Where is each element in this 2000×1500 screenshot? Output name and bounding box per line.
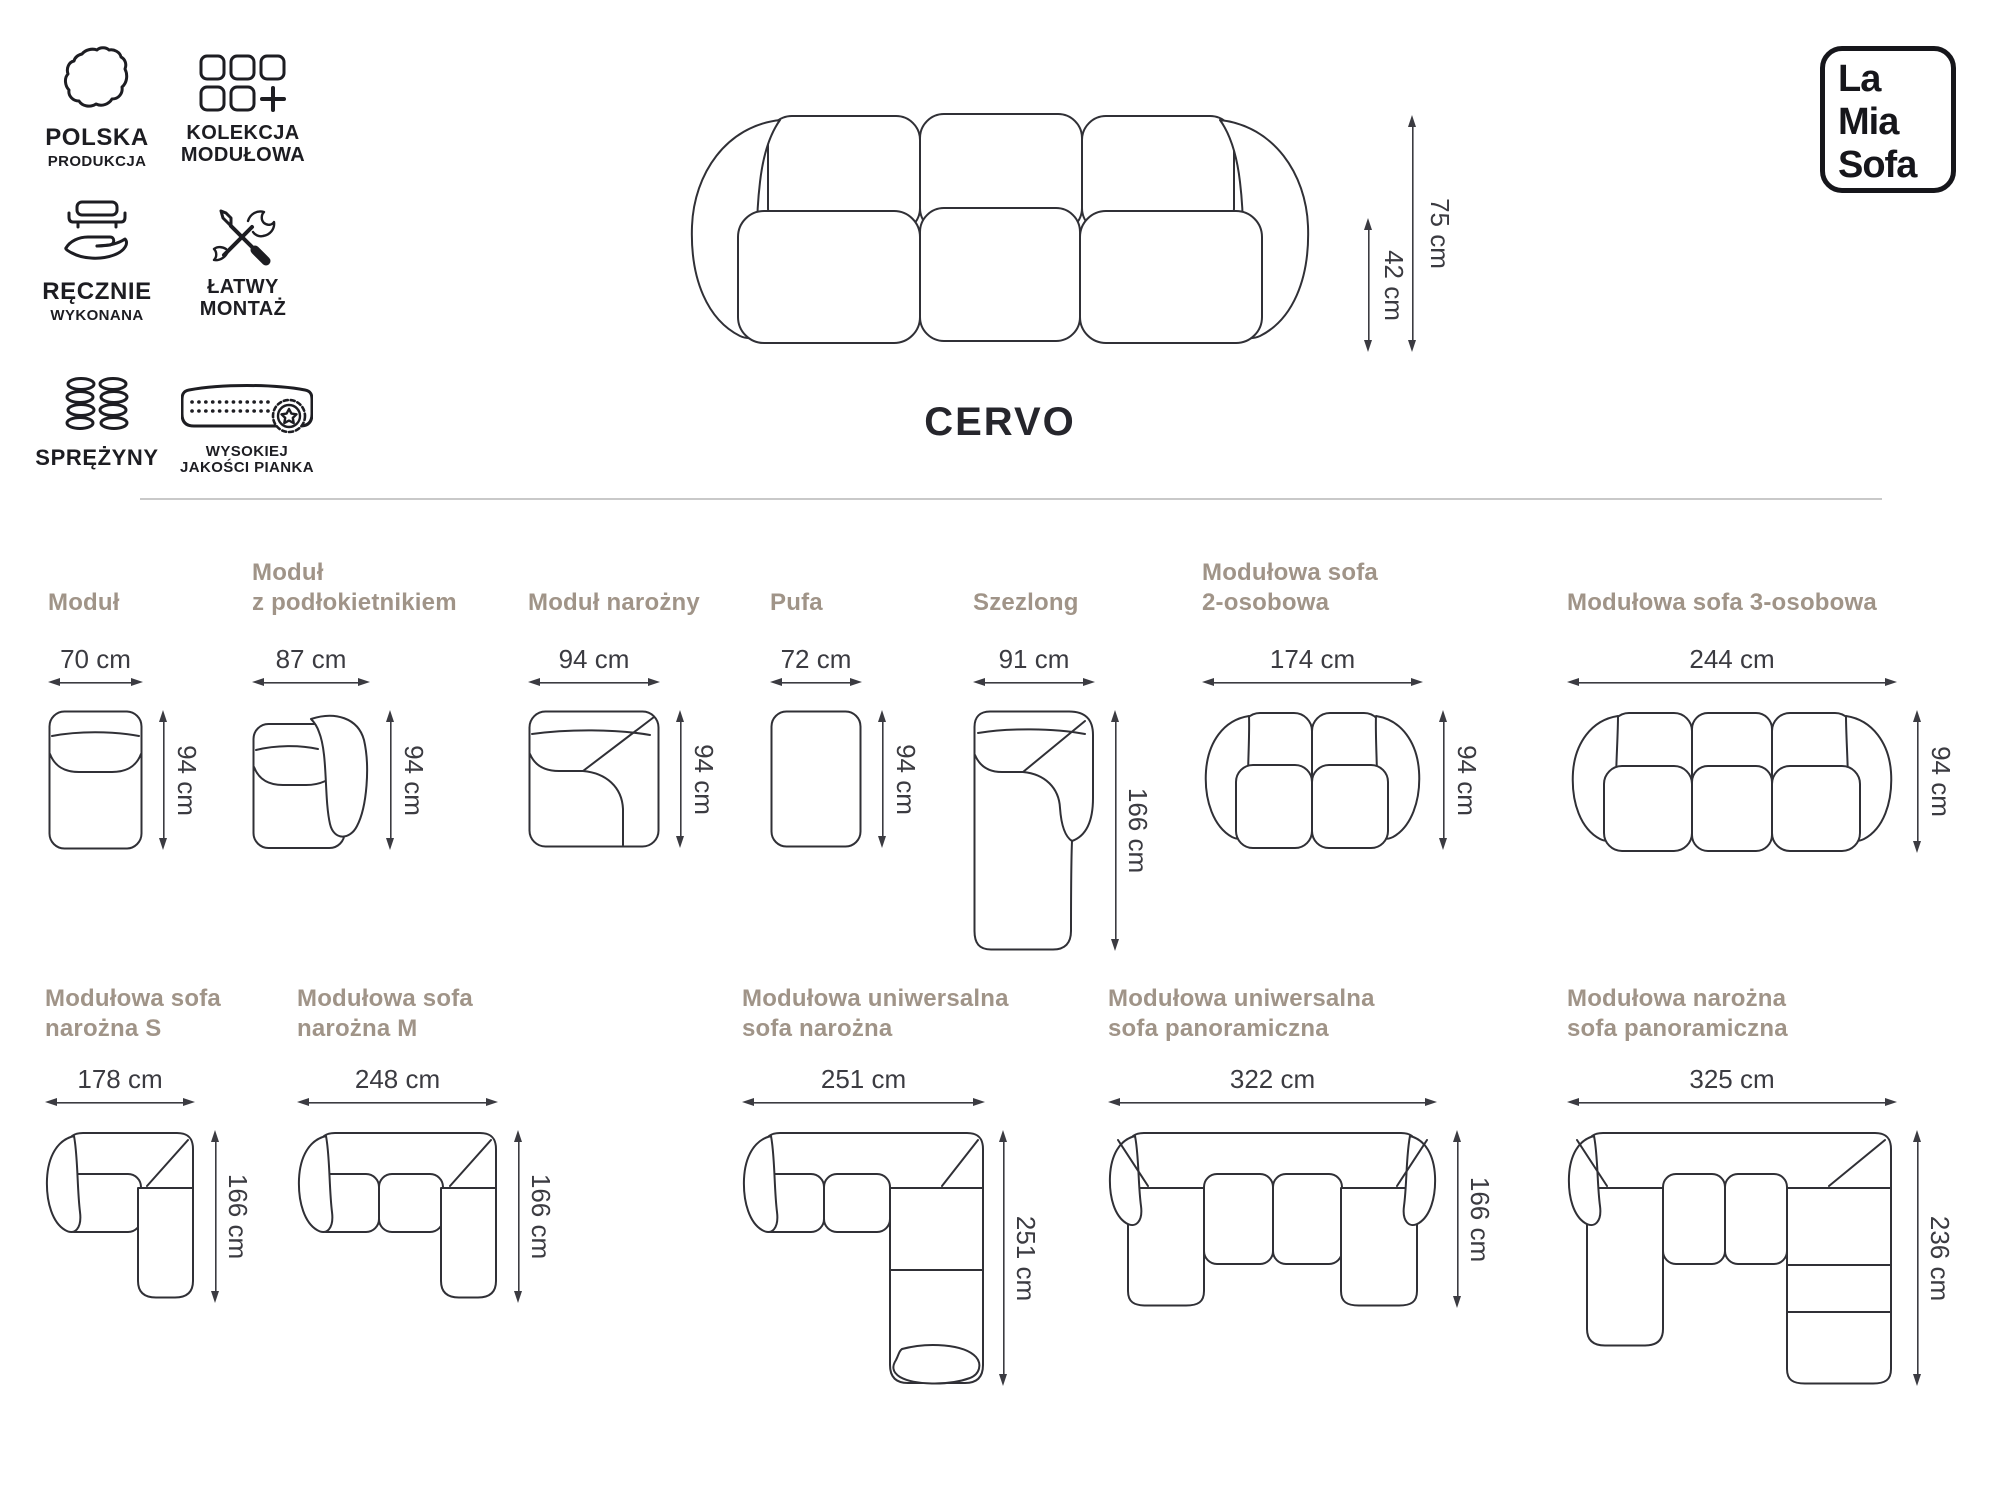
feature-label: POLSKA <box>45 124 149 151</box>
depth-arrow <box>386 710 395 850</box>
feature-label: RĘCZNIE <box>42 278 152 305</box>
width-dimension: 248 cm <box>354 1064 441 1094</box>
width-arrow <box>1108 1098 1437 1107</box>
feature-sublabel: MODUŁOWA <box>180 144 306 166</box>
width-arrow <box>742 1098 985 1107</box>
springs-icon <box>64 372 130 436</box>
depth-arrow <box>676 710 685 848</box>
feature-sublabel: JAKOŚCI PIANKA <box>180 459 314 476</box>
depth-arrow <box>159 710 168 850</box>
width-arrow <box>528 678 660 687</box>
module-top-view-drawing <box>1108 1130 1437 1308</box>
feature-sublabel: WYKONANA <box>50 307 144 324</box>
width-arrow <box>45 1098 195 1107</box>
module-title: Modułowa narożna sofa panoramiczna <box>1567 985 1788 1042</box>
module-top-view-drawing <box>297 1130 498 1303</box>
depth-dimension: 94 cm <box>1925 746 1956 817</box>
logo-line: Mia <box>1838 101 1899 143</box>
depth-arrow <box>1913 1130 1922 1386</box>
feature-label: WYSOKIEJ <box>205 443 289 460</box>
depth-arrow <box>1111 710 1120 951</box>
width-dimension: 251 cm <box>820 1064 907 1094</box>
module-title: Szezlong <box>973 589 1079 616</box>
feature-sprezyny <box>27 372 167 471</box>
total-height-arrow <box>1408 115 1417 352</box>
module-title: Pufa <box>770 589 823 616</box>
width-dimension: 94 cm <box>558 644 630 674</box>
module-top-view-drawing <box>973 710 1095 951</box>
depth-arrow <box>1439 710 1448 850</box>
sofa-front-view-drawing <box>680 112 1320 352</box>
depth-dimension: 94 cm <box>688 743 719 815</box>
module-title: Modułowa uniwersalna sofa narożna <box>742 985 1009 1042</box>
total-height-dimension: 75 cm <box>1424 198 1455 269</box>
seat-height-dimension: 42 cm <box>1378 249 1409 321</box>
width-dimension: 87 cm <box>275 644 347 674</box>
module-title: Moduł z podłokietnikiem <box>252 559 457 616</box>
depth-dimension: 94 cm <box>171 744 202 816</box>
module-top-view-drawing <box>1567 1130 1897 1386</box>
depth-arrow <box>211 1130 220 1303</box>
feature-polska-produkcja <box>27 40 167 170</box>
feature-wysokiej-jakosci-pianka <box>163 372 331 476</box>
width-dimension: 322 cm <box>1229 1064 1316 1094</box>
depth-arrow <box>514 1130 523 1303</box>
feature-recznie-wykonana <box>27 196 167 324</box>
width-arrow <box>770 678 862 687</box>
depth-arrow <box>1913 710 1922 853</box>
logo-line: La <box>1838 58 1881 100</box>
module-top-view-drawing <box>1202 710 1423 850</box>
width-dimension: 70 cm <box>60 644 131 674</box>
feature-label: KOLEKCJA <box>186 122 300 144</box>
module-title: Modułowa sofa 3-osobowa <box>1567 589 1877 616</box>
module-title: Moduł narożny <box>528 589 700 616</box>
width-arrow <box>48 678 143 687</box>
width-arrow <box>1567 1098 1897 1107</box>
easy-assembly-icon <box>209 196 277 270</box>
module-title: Modułowa sofa narożna M <box>297 985 473 1042</box>
depth-arrow <box>999 1130 1008 1386</box>
depth-dimension: 94 cm <box>890 743 921 815</box>
width-dimension: 174 cm <box>1269 644 1356 674</box>
product-name: CERVO <box>924 400 1076 444</box>
depth-arrow <box>1453 1130 1462 1308</box>
module-top-view-drawing <box>770 710 862 848</box>
module-title: Modułowa sofa 2-osobowa <box>1202 559 1378 616</box>
section-divider <box>140 498 1882 500</box>
module-top-view-drawing <box>45 1130 195 1303</box>
feature-label: SPRĘŻYNY <box>35 445 159 470</box>
module-title: Modułowa uniwersalna sofa panoramiczna <box>1108 985 1375 1042</box>
width-dimension: 72 cm <box>780 644 852 674</box>
module-top-view-drawing <box>48 710 143 850</box>
width-dimension: 91 cm <box>998 644 1070 674</box>
depth-dimension: 251 cm <box>1011 1215 1042 1301</box>
foam-quality-icon <box>181 372 313 436</box>
module-top-view-drawing <box>1567 710 1897 853</box>
logo-line: Sofa <box>1838 144 1917 186</box>
feature-kolekcja-modulowa <box>163 40 323 165</box>
width-arrow <box>252 678 370 687</box>
module-top-view-drawing <box>252 710 370 850</box>
module-title: Modułowa sofa narożna S <box>45 985 221 1042</box>
width-dimension: 178 cm <box>77 1064 163 1094</box>
depth-dimension: 94 cm <box>398 744 429 816</box>
feature-label: ŁATWY <box>207 276 279 298</box>
feature-sublabel: MONTAŻ <box>199 298 287 320</box>
la-mia-sofa-logo <box>1820 46 1956 193</box>
module-title: Moduł <box>48 589 120 616</box>
modular-grid-icon <box>199 40 287 116</box>
depth-dimension: 166 cm <box>526 1173 557 1260</box>
handmade-icon <box>60 196 134 270</box>
module-top-view-drawing <box>742 1130 985 1386</box>
width-dimension: 244 cm <box>1689 644 1775 674</box>
width-dimension: 325 cm <box>1689 1064 1775 1094</box>
depth-dimension: 166 cm <box>1465 1176 1496 1262</box>
poland-map-icon <box>61 40 133 116</box>
depth-arrow <box>878 710 887 848</box>
width-arrow <box>1202 678 1423 687</box>
feature-sublabel: PRODUKCJA <box>47 153 147 170</box>
depth-dimension: 166 cm <box>223 1173 254 1260</box>
module-top-view-drawing <box>528 710 660 848</box>
feature-latwy-montaz <box>163 196 323 319</box>
depth-dimension: 94 cm <box>1451 744 1482 816</box>
width-arrow <box>973 678 1095 687</box>
width-arrow <box>297 1098 498 1107</box>
width-arrow <box>1567 678 1897 687</box>
depth-dimension: 236 cm <box>1925 1215 1956 1301</box>
depth-dimension: 166 cm <box>1123 787 1154 874</box>
seat-height-arrow <box>1364 218 1373 352</box>
